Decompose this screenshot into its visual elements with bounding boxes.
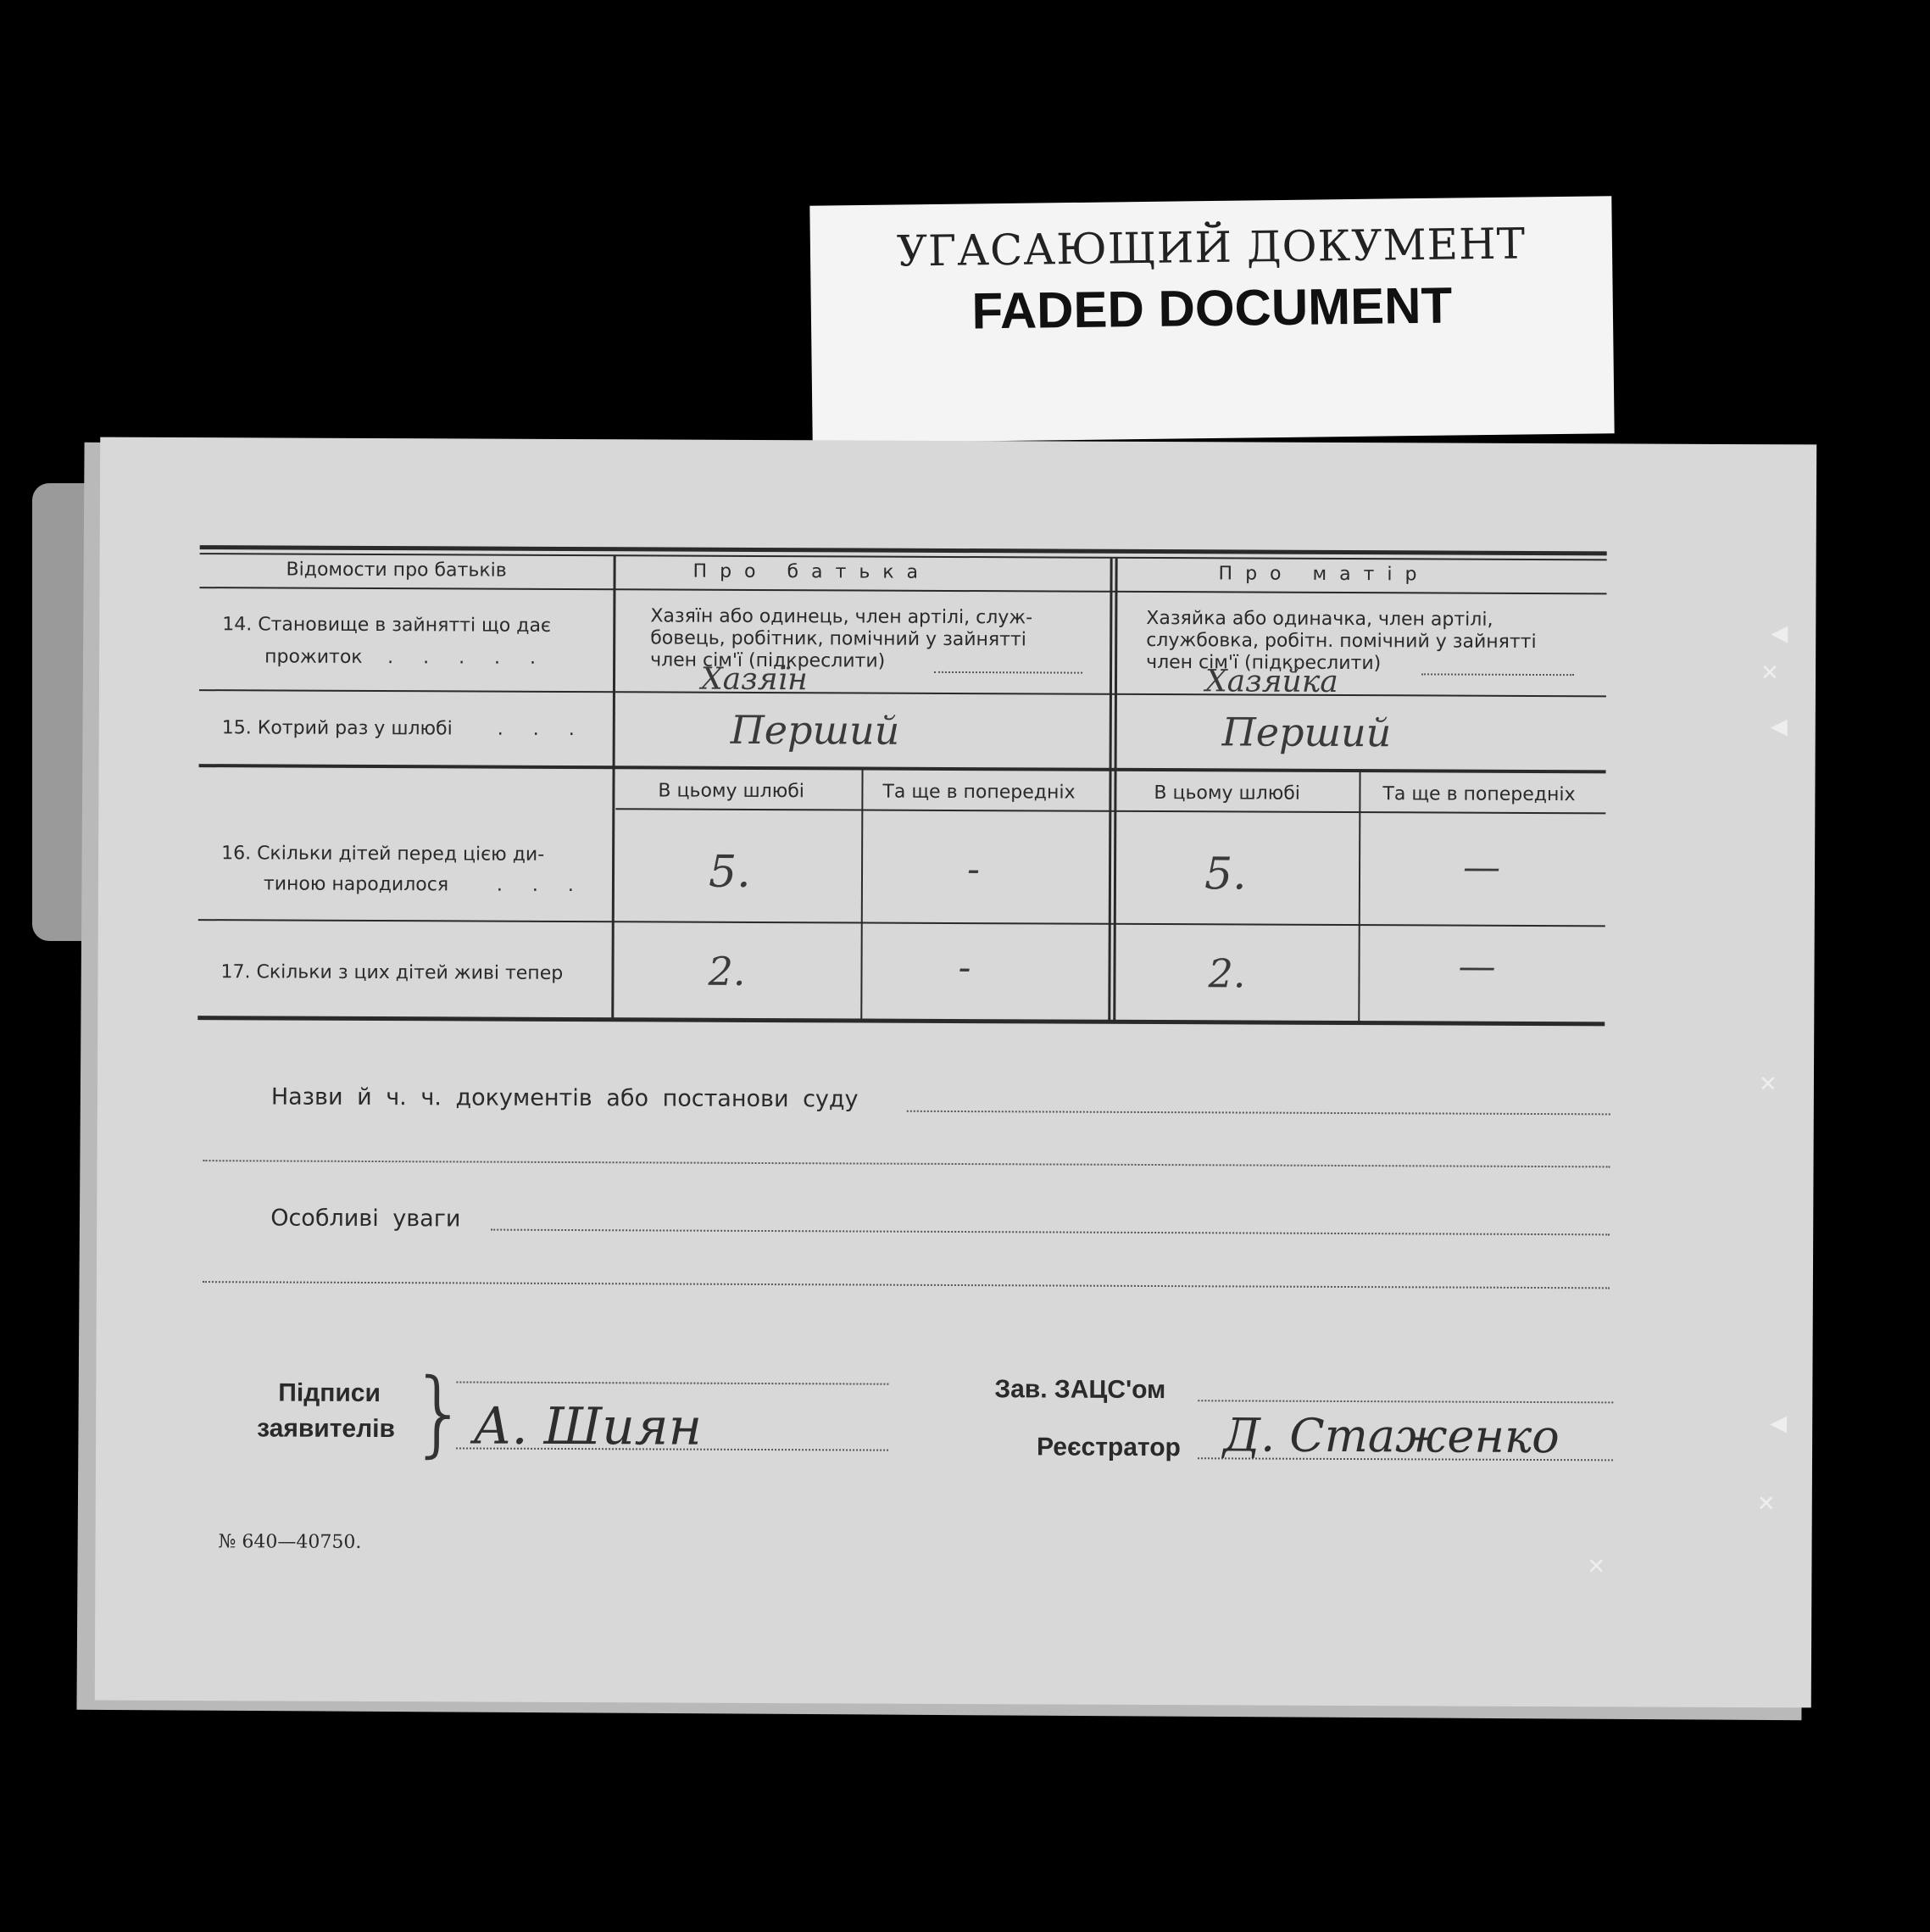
- header-about-father: П р о б а т ь к а: [692, 560, 922, 583]
- row14-label-line2: прожиток: [264, 646, 363, 668]
- documents-label: Назви й ч. ч. документів або постанови суду: [270, 1083, 859, 1113]
- row14-label-line1: 14. Становище в зайнятті що дає: [222, 614, 552, 637]
- punch-hole-mark: ✕: [1587, 1554, 1606, 1580]
- applicants-label-line1: Підписи: [278, 1378, 381, 1408]
- remarks-label: Особливі уваги: [270, 1205, 461, 1233]
- mother-previous-header: Та ще в попередніх: [1382, 783, 1576, 806]
- col-divider-1: [611, 555, 615, 1020]
- row14-mother-options-1: Хазяйка або одиначка, член артілі,: [1146, 607, 1493, 631]
- head-of-registry-label: Зав. ЗАЦС'ом: [994, 1375, 1166, 1405]
- row14-father-options-1: Хазяїн або одинець, член артілі, служ-: [650, 605, 1033, 629]
- row14-label-dots: . . . . .: [387, 647, 548, 669]
- registration-form-page: [95, 437, 1816, 1708]
- row16-father-this: 5.: [708, 846, 751, 898]
- row14-mother-options-2: службовка, робітн. помічний у зайнятті: [1146, 629, 1537, 653]
- punch-hole-mark: ◀: [1771, 621, 1788, 647]
- row16-mother-prev: —: [1462, 845, 1501, 889]
- punch-hole-mark: ◀: [1770, 714, 1788, 740]
- row16-father-prev: -: [966, 848, 981, 892]
- father-previous-header: Та ще в попередніх: [882, 781, 1076, 804]
- row14-father-options-3: член сім'ї (підкреслити): [650, 649, 886, 672]
- header-about-mother: П р о м а т і р: [1218, 563, 1421, 586]
- col-divider-mother-sub: [1358, 771, 1360, 1023]
- row17-mother-this: 2.: [1208, 950, 1246, 997]
- father-this-marriage-header: В цьому шлюбі: [658, 780, 804, 803]
- documents-dotline-2: [203, 1160, 1610, 1167]
- header-bottom-rule: [199, 587, 1606, 594]
- notice-title-en: FADED DOCUMENT: [971, 276, 1453, 340]
- punch-hole-mark: ✕: [1760, 660, 1779, 687]
- header-parents-info: Відомости про батьків: [286, 559, 507, 582]
- row14-father-dotline: [934, 671, 1082, 674]
- head-sign-line: [1198, 1400, 1613, 1403]
- row15-label-dots: . . .: [497, 718, 587, 741]
- row15-father-value: Перший: [730, 706, 900, 754]
- row17-father-prev: -: [958, 946, 971, 990]
- faded-document-notice: [809, 196, 1614, 443]
- row17-father-this: 2.: [708, 948, 746, 994]
- row14-bottom-rule: [199, 689, 1606, 697]
- mother-this-marriage-header: В цьому шлюбі: [1154, 782, 1300, 805]
- row17-mother-prev: —: [1458, 944, 1496, 988]
- applicants-brace: }: [409, 1358, 470, 1467]
- row14-mother-options-3: член сім'ї (підкреслити): [1146, 651, 1382, 675]
- col-divider-2: [1108, 558, 1112, 1022]
- row16-mother-this: 5.: [1204, 849, 1247, 900]
- punch-hole-mark: ✕: [1756, 1491, 1776, 1517]
- row15-label: 15. Котрий раз у шлюбі: [221, 717, 453, 740]
- notice-title-ru: УГАСАЮЩИЙ ДОКУМЕНТ: [896, 219, 1527, 276]
- row16-bottom-rule: [198, 919, 1605, 927]
- remarks-dotline-2: [203, 1281, 1610, 1289]
- row14-father-options-2: бовець, робітник, помічний у зайнятті: [650, 627, 1026, 651]
- row16-label-line2: тиною народилося: [263, 873, 449, 896]
- row16-label-line1: 16. Скільки дітей перед цією ди-: [221, 843, 545, 866]
- punch-hole-mark: ✕: [1758, 1072, 1777, 1098]
- table-bottom-rule: [197, 1016, 1605, 1026]
- row14-father-handwritten: Хазяїн: [700, 661, 808, 698]
- row14-mother-dotline: [1421, 673, 1574, 676]
- punch-hole-mark: ◀: [1770, 1411, 1788, 1437]
- row16-label-dots: . . .: [496, 874, 586, 897]
- remarks-dotline-1: [491, 1229, 1610, 1236]
- row15-mother-value: Перший: [1221, 709, 1392, 756]
- applicant-signature: А. Шиян: [473, 1396, 703, 1457]
- registrar-label: Реєстратор: [1037, 1433, 1182, 1462]
- documents-dotline-1: [907, 1111, 1610, 1116]
- row17-label: 17. Скільки з цих дітей живі тепер: [220, 961, 564, 984]
- registrar-signature: Д. Стаженко: [1222, 1408, 1560, 1464]
- row15-bottom-rule: [199, 764, 1606, 773]
- row14-mother-handwritten: Хазяйка: [1204, 664, 1338, 699]
- applicants-label-line2: заявителів: [257, 1414, 396, 1444]
- col-divider-2b: [1113, 558, 1117, 1022]
- applicant-sign-line-1: [456, 1381, 888, 1384]
- form-number: № 640—40750.: [218, 1531, 362, 1553]
- col-divider-father-sub: [860, 770, 863, 1022]
